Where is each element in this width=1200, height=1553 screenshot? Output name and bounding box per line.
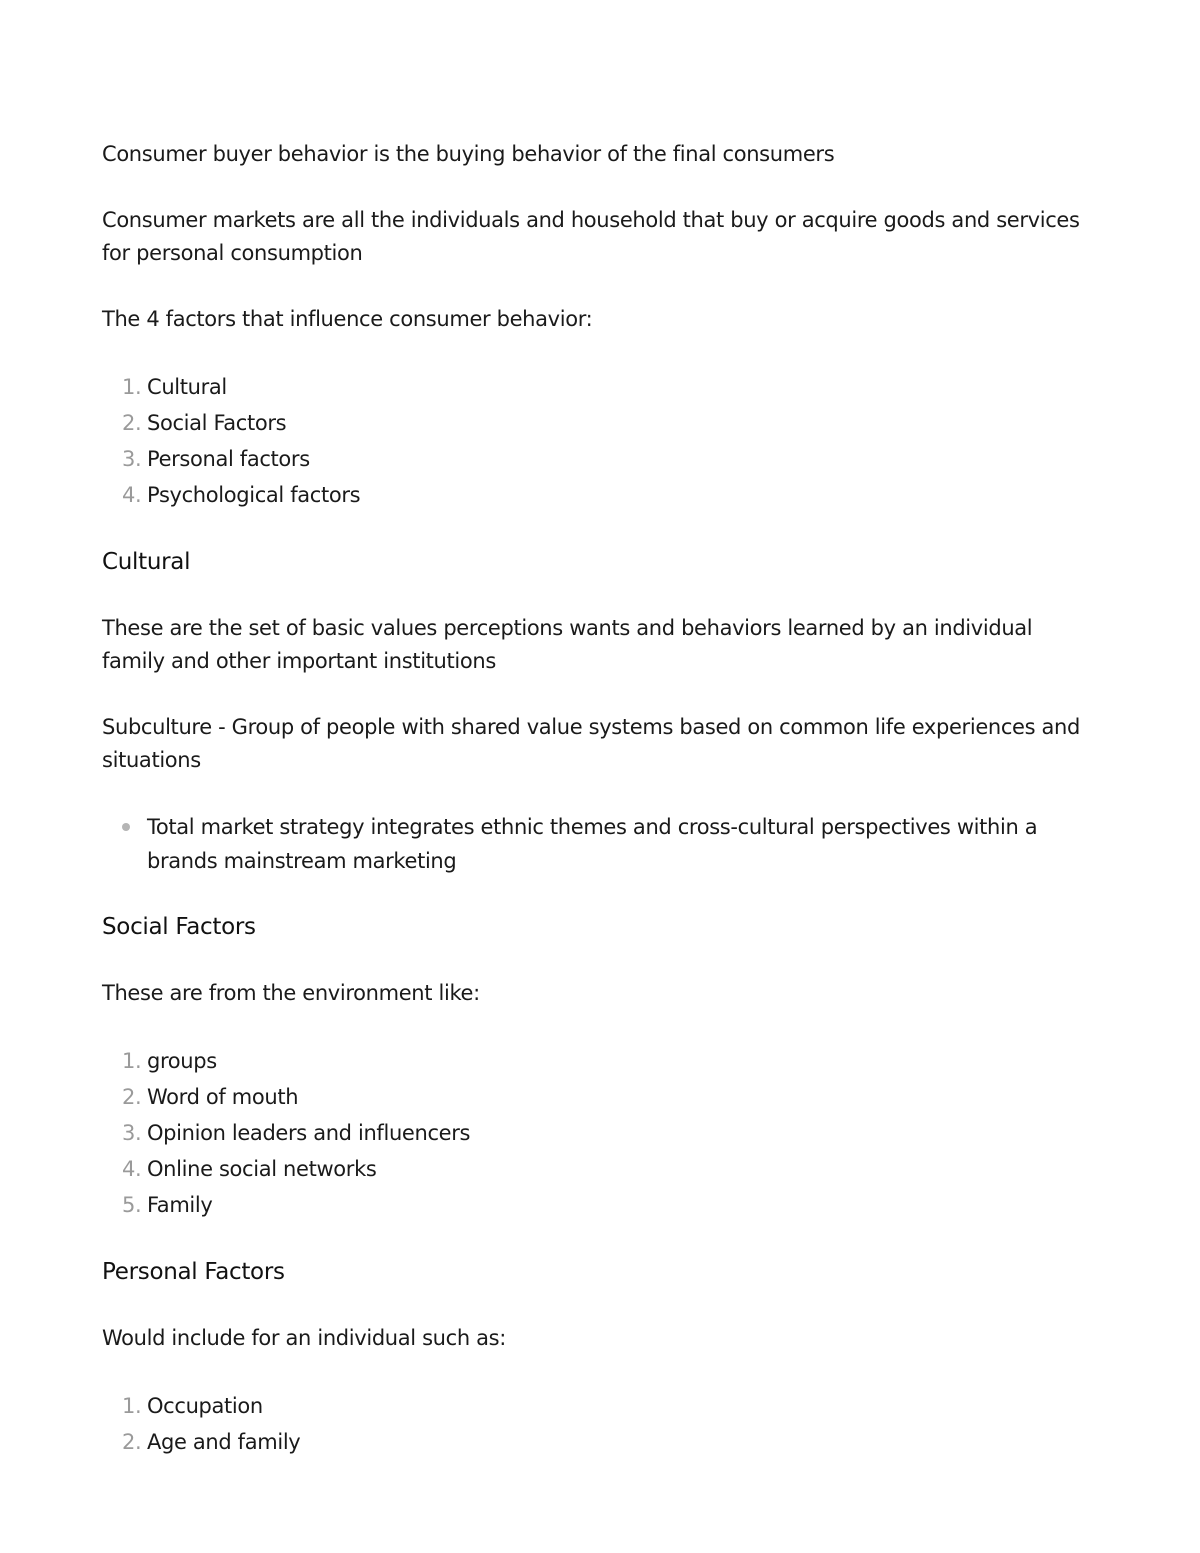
list-number: 3. — [122, 447, 142, 471]
list-number: 2. — [122, 1430, 142, 1454]
personal-factors-list — [102, 1388, 1092, 1460]
list-number: 1. — [122, 1394, 142, 1418]
list-number: 1. — [122, 1049, 142, 1073]
cultural-bullet-list — [102, 810, 1092, 878]
list-number: 2. — [122, 411, 142, 435]
cultural-paragraph-2: Subculture - Group of people with shared value systems based on common life experiences and situations — [102, 715, 1080, 772]
list-number: 5. — [122, 1193, 142, 1217]
list-item — [102, 1151, 1092, 1187]
list-item-text: Age and family — [147, 1430, 301, 1454]
list-item — [102, 1079, 1092, 1115]
social-factors-heading: Social Factors — [102, 914, 256, 940]
personal-paragraph-1: Would include for an individual such as: — [102, 1326, 506, 1350]
list-item — [102, 1187, 1092, 1223]
social-paragraph-1: These are from the environment like: — [102, 981, 480, 1005]
list-number: 1. — [122, 375, 142, 399]
list-item-text: Word of mouth — [147, 1085, 299, 1109]
bullet-item-text: Total market strategy integrates ethnic themes and cross-cultural perspectives within a brands mainstream marketing — [147, 815, 1038, 873]
list-item-text: Personal factors — [147, 447, 310, 471]
list-item-text: groups — [147, 1049, 217, 1073]
intro-paragraph-2: Consumer markets are all the individuals and household that buy or acquire goods and services for personal consumption — [102, 208, 1080, 265]
list-item-text: Family — [147, 1193, 213, 1217]
social-factors-list — [102, 1043, 1092, 1223]
list-number: 4. — [122, 483, 142, 507]
cultural-heading: Cultural — [102, 549, 191, 575]
list-item — [102, 1043, 1092, 1079]
list-number: 3. — [122, 1121, 142, 1145]
list-item-text: Opinion leaders and influencers — [147, 1121, 471, 1145]
list-item-text: Psychological factors — [147, 483, 361, 507]
list-item-text: Online social networks — [147, 1157, 377, 1181]
list-item — [102, 441, 1092, 477]
factors-list — [102, 369, 1092, 513]
list-item — [102, 369, 1092, 405]
list-item-text: Occupation — [147, 1394, 263, 1418]
intro-paragraph-1: Consumer buyer behavior is the buying behavior of the final consumers — [102, 142, 835, 166]
bullet-icon — [122, 823, 130, 831]
list-item-text: Social Factors — [147, 411, 287, 435]
intro-paragraph-3: The 4 factors that influence consumer behavior: — [102, 307, 593, 331]
list-item — [102, 1424, 1092, 1460]
list-item — [102, 477, 1092, 513]
list-item — [102, 1115, 1092, 1151]
list-number: 4. — [122, 1157, 142, 1181]
list-item-text: Cultural — [147, 375, 227, 399]
document-content — [102, 138, 1092, 1493]
bullet-item — [102, 810, 1092, 878]
list-number: 2. — [122, 1085, 142, 1109]
list-item — [102, 405, 1092, 441]
personal-factors-heading: Personal Factors — [102, 1259, 285, 1285]
cultural-paragraph-1: These are the set of basic values perceptions wants and behaviors learned by an individual family and other important institutions — [102, 616, 1033, 673]
list-item — [102, 1388, 1092, 1424]
